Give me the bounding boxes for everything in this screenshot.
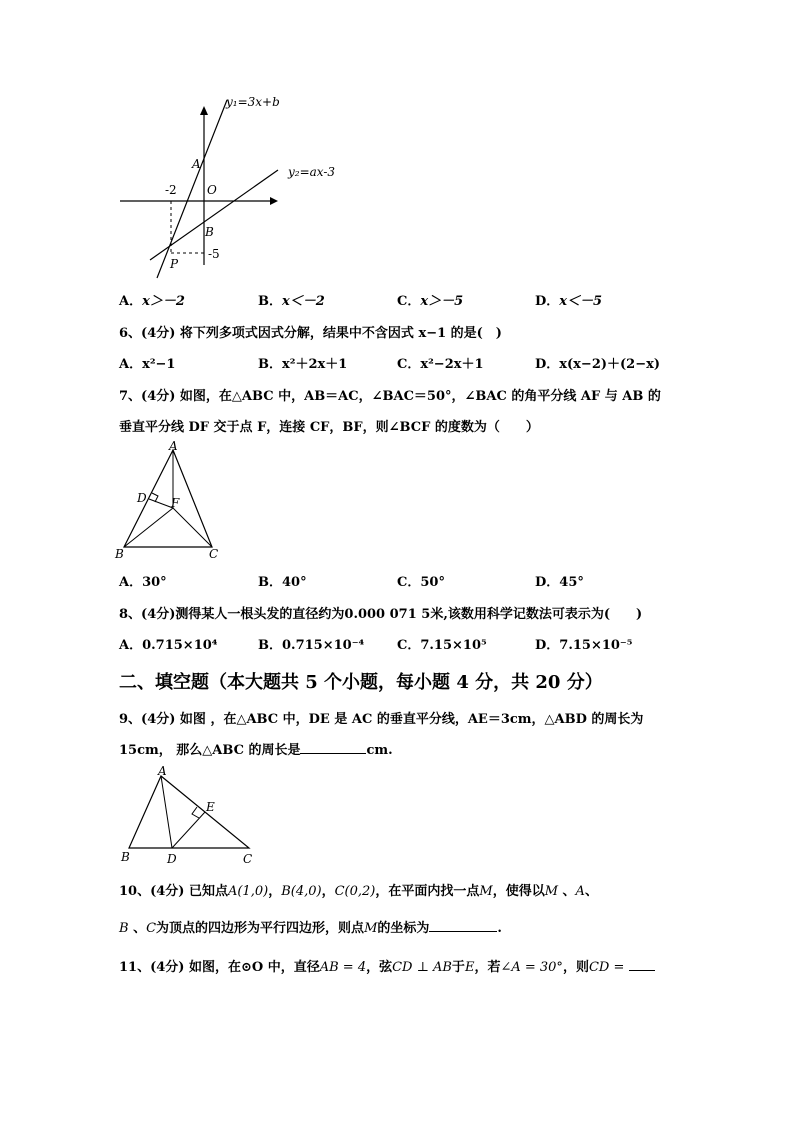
section-2-title: 二、填空题（本大题共 5 个小题，每小题 4 分，共 20 分）: [119, 672, 603, 693]
q8-option-a: A．0.715×10⁴: [119, 638, 218, 653]
point-b-label: B: [205, 225, 214, 239]
q7-option-c: C．50°: [397, 575, 445, 590]
q5-option-a: A．x＞－2: [119, 294, 185, 309]
q5-graph: [110, 90, 336, 280]
line-y1-label: y₁=3x+b: [226, 95, 280, 109]
q7-option-b: B．40°: [258, 575, 307, 590]
vertex-c-label: C: [209, 547, 219, 561]
vertex-a-label: A: [158, 764, 167, 778]
q5-option-c: C．x＞－5: [397, 294, 464, 309]
q7-triangle-figure: [112, 440, 232, 565]
q6-option-d: D．x(x−2)＋(2−x): [535, 357, 661, 372]
q6-stem: 6、(4分) 将下列多项式因式分解，结果中不含因式 x−1 的是( ): [119, 326, 502, 341]
q8-option-c: C．7.15×10⁵: [397, 638, 487, 653]
segment-de: [172, 812, 205, 848]
q11-answer-blank[interactable]: [629, 970, 655, 971]
vertex-b-label: B: [121, 850, 130, 864]
q5-option-b: B．x＜－2: [258, 294, 325, 309]
tick-neg5-label: -5: [208, 247, 220, 261]
q7-stem-line1: 7、(4分) 如图，在△ABC 中，AB＝AC，∠BAC＝50°，∠BAC 的角平分线 AF 与 AB 的: [119, 389, 661, 404]
q6-option-b: B．x²＋2x＋1: [258, 357, 348, 372]
q7-stem-line2: 垂直平分线 DF 交于点 F，连接 CF，BF，则∠BCF 的度数为（ ）: [119, 420, 539, 435]
q8-option-d: D．7.15×10⁻⁵: [535, 638, 633, 653]
q8-stem: 8、(4分)测得某人一根头发的直径约为0.000 071 5米,该数用科学记数法可表示为( ): [119, 607, 643, 622]
x-axis-arrow: [270, 197, 278, 205]
q5-option-d: D．x＜－5: [535, 294, 603, 309]
tick-neg2-label: -2: [165, 183, 177, 197]
segment-df: [149, 499, 173, 508]
q9-answer-blank[interactable]: [300, 753, 366, 754]
q9-triangle-figure: [115, 762, 265, 867]
q8-option-b: B．0.715×10⁻⁴: [258, 638, 365, 653]
point-d-label: D: [167, 852, 177, 866]
point-d-label: D: [137, 491, 147, 505]
q10-line2: B 、C为顶点的四边形为平行四边形，则点M的坐标为 .: [119, 921, 502, 936]
q6-option-c: C．x²−2x＋1: [397, 357, 484, 372]
q11-stem: 11、(4分) 如图，在⊙O 中，直径AB = 4，弦CD ⊥ AB于E，若∠A = 30°，则CD =: [119, 956, 655, 975]
vertex-b-label: B: [115, 547, 124, 561]
point-e-label: E: [206, 800, 215, 814]
line-y2-label: y₂=ax-3: [288, 165, 336, 179]
segment-ad: [161, 776, 172, 848]
q10-line1: 10、(4分) 已知点A(1,0)，B(4,0)，C(0,2)，在平面内找一点M，使得以M 、A、: [119, 884, 598, 899]
right-angle-mark: [192, 807, 199, 818]
q6-option-a: A．x²−1: [119, 357, 176, 372]
segment-cf: [173, 508, 212, 547]
point-p-label: P: [170, 257, 179, 271]
q7-option-a: A．30°: [119, 575, 167, 590]
point-a-label: A: [192, 157, 201, 171]
q7-option-d: D．45°: [535, 575, 584, 590]
y-axis-arrow: [200, 106, 208, 115]
q9-stem-line2: 15cm， 那么△ABC 的周长是 cm.: [119, 743, 393, 758]
vertex-c-label: C: [243, 852, 253, 866]
point-f-label: F: [171, 496, 180, 510]
q9-stem-line1: 9、(4分) 如图 ，在△ABC 中，DE 是 AC 的垂直平分线，AE＝3cm，△ABD 的周长为: [119, 712, 644, 727]
vertex-a-label: A: [169, 439, 178, 453]
segment-bf: [124, 508, 173, 547]
origin-label: O: [207, 183, 217, 197]
triangle-abc: [129, 776, 249, 848]
q10-answer-blank[interactable]: [429, 931, 497, 932]
